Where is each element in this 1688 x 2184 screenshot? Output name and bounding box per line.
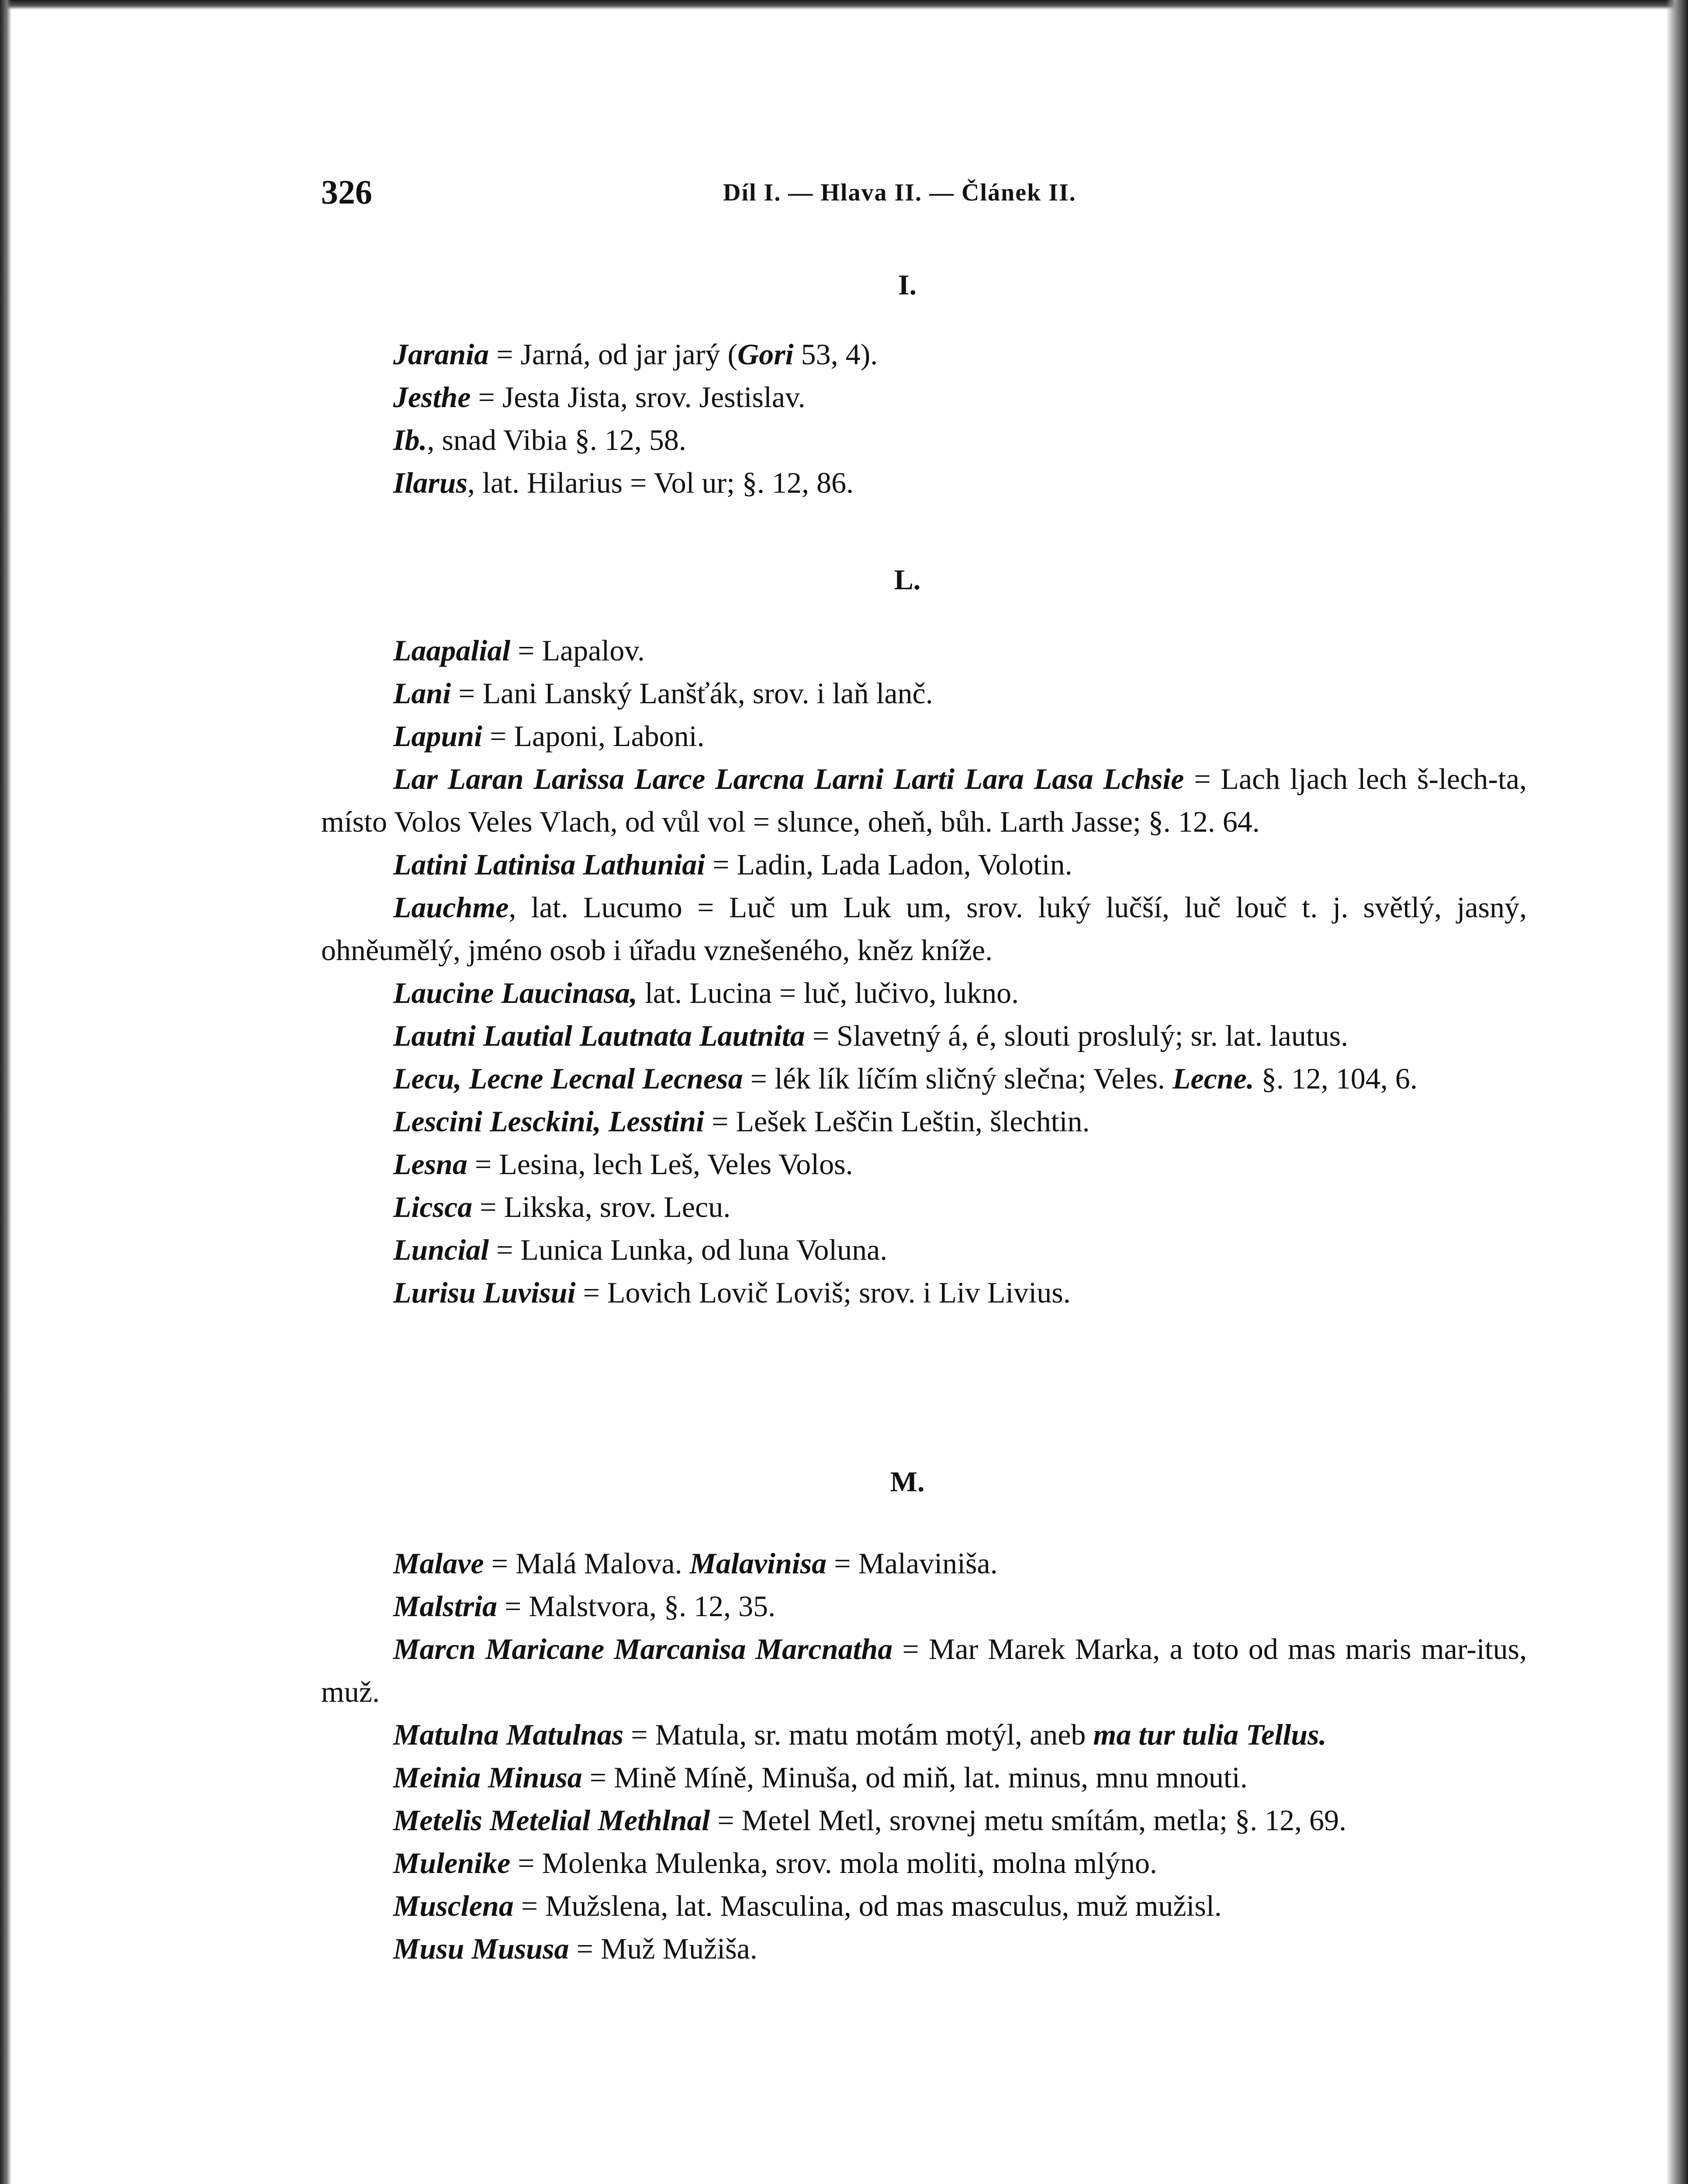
list-item xyxy=(321,672,1527,715)
entry-term: Malave xyxy=(393,1547,484,1580)
entry-term: Lani xyxy=(393,677,451,710)
entry-term: Latini Latinisa Lathuniai xyxy=(393,848,706,881)
page-number: 326 xyxy=(321,173,372,211)
entry-gloss: = Lešek Leščin Leštin, šlechtin. xyxy=(704,1105,1090,1138)
list-item xyxy=(321,971,1527,1014)
entry-gloss: , lat. Lucumo = Luč um Luk um, srov. luký lučší, luč louč t. j. světlý, jasný, ohněumělý, jméno osob i úřadu vznešeného, kněz kníže. xyxy=(321,891,1527,967)
list-item xyxy=(321,1756,1527,1799)
entry-term: Mulenike xyxy=(393,1846,511,1880)
entry-term: Musclena xyxy=(393,1889,514,1922)
entry-term: Lecu, Lecne Lecnal Lecnesa xyxy=(393,1062,743,1095)
entry-gloss: = Muž Mužiša. xyxy=(569,1932,758,1965)
entry-term: Marcn Maricane Marcanisa Marcnatha xyxy=(393,1632,893,1666)
scan-edge-top xyxy=(0,0,1688,10)
entry-gloss: = Lapalov. xyxy=(510,634,645,667)
entry-term: Malavinisa xyxy=(689,1547,827,1580)
entry-gloss: = Likska, srov. Lecu. xyxy=(472,1190,731,1223)
entry-gloss: = lék lík líčím sličný slečna; Veles. xyxy=(743,1062,1173,1095)
entry-term: Metelis Metelial Methlnal xyxy=(393,1804,710,1837)
entry-gloss: = Lunica Lunka, od luna Voluna. xyxy=(489,1233,888,1266)
entry-term: Malstria xyxy=(393,1590,498,1623)
entry-term: Matulna Matulnas xyxy=(393,1718,624,1751)
entry-gloss: = Lani Lanský Lanšťák, srov. i laň lanč. xyxy=(451,677,933,710)
entry-gloss: = Molenka Mulenka, srov. mola moliti, molna mlýno. xyxy=(510,1846,1157,1880)
entry-term: Lescini Lesckini, Lesstini xyxy=(393,1105,705,1138)
entry-term: Lauchme xyxy=(393,891,509,924)
list-item xyxy=(321,843,1527,886)
entry-gloss: , snad Vibia §. 12, 58. xyxy=(427,423,686,456)
list-item xyxy=(321,1014,1527,1057)
list-item xyxy=(321,1228,1527,1271)
list-item xyxy=(321,1057,1527,1100)
entry-gloss: = Matula, sr. matu motám motýl, aneb xyxy=(623,1718,1093,1751)
list-item xyxy=(321,1100,1527,1143)
entry-gloss: = Malá Malova. xyxy=(484,1547,690,1580)
entry-term: Licsca xyxy=(393,1190,473,1223)
entry-gloss: = Lovich Lovič Loviš; srov. i Liv Livius. xyxy=(575,1276,1071,1309)
entry-term: Jesthe xyxy=(393,380,471,414)
section-heading-l: L. xyxy=(894,564,921,596)
entry-gloss: , lat. Hilarius = Vol ur; §. 12, 86. xyxy=(467,466,854,499)
entry-term: Lar Laran Larissa Larce Larcna Larni Larti Lara Lasa Lchsie xyxy=(393,762,1184,795)
entry-term: Lurisu Luvisui xyxy=(393,1276,576,1309)
page-header xyxy=(321,173,1531,216)
entry-gloss: = Laponi, Laboni. xyxy=(482,719,705,753)
entry-term: Luncial xyxy=(393,1233,489,1266)
list-item xyxy=(321,1585,1527,1628)
list-item xyxy=(321,1927,1527,1970)
section-l-entries xyxy=(321,629,1527,1314)
list-item xyxy=(321,1185,1527,1228)
scan-edge-right xyxy=(1666,0,1688,2184)
entry-term: Jarania xyxy=(393,338,489,371)
list-item xyxy=(321,1542,1527,1585)
entry-term: Gori xyxy=(737,338,794,371)
list-item xyxy=(321,333,1527,376)
entry-gloss: = Mar Marek Marka, a toto od mas maris mar-itus, muž. xyxy=(321,1632,1527,1708)
entry-gloss: = Lach ljach lech š-lech-ta, místo Volos Veles Vlach, od vůl vol = slunce, oheň, bůh. Larth Jasse; §. 12. 64. xyxy=(321,762,1527,838)
running-head: Díl I. — Hlava II. — Článek II. xyxy=(723,179,1076,206)
entry-term: Lesna xyxy=(393,1147,467,1181)
list-item xyxy=(321,1884,1527,1927)
list-item xyxy=(321,715,1527,757)
entry-gloss: 53, 4). xyxy=(793,338,878,371)
list-item xyxy=(321,1713,1527,1756)
section-i-entries xyxy=(321,333,1527,504)
entry-term: Lapuni xyxy=(393,719,483,753)
entry-gloss: = Jarná, od jar jarý ( xyxy=(489,338,738,371)
list-item xyxy=(321,629,1527,672)
entry-gloss: = Malstvora, §. 12, 35. xyxy=(497,1590,776,1623)
entry-gloss: = Malavinišа. xyxy=(827,1547,998,1580)
entry-gloss: = Ladin, Lada Ladon, Volotin. xyxy=(705,848,1072,881)
scan-edge-left xyxy=(0,0,11,2184)
list-item xyxy=(321,1271,1527,1314)
list-item xyxy=(321,886,1527,971)
list-item xyxy=(321,418,1527,461)
entry-term: Lautni Lautial Lautnata Lautnita xyxy=(393,1019,805,1052)
list-item xyxy=(321,1799,1527,1842)
section-heading-i: I. xyxy=(898,269,917,301)
entry-term: Meinia Minusa xyxy=(393,1761,582,1794)
entry-gloss: = Lesina, lech Leš, Veles Volos. xyxy=(467,1147,853,1181)
entry-gloss: = Mině Míně, Minuša, od miň, lat. minus, mnu mnouti. xyxy=(582,1761,1248,1794)
list-item xyxy=(321,757,1527,843)
list-item xyxy=(321,1628,1527,1713)
list-item xyxy=(321,1143,1527,1185)
list-item xyxy=(321,376,1527,418)
entry-term: Ilarus xyxy=(393,466,468,499)
entry-term: Lecne. xyxy=(1172,1062,1254,1095)
entry-term: Musu Mususa xyxy=(393,1932,569,1965)
entry-gloss: §. 12, 104, 6. xyxy=(1254,1062,1418,1095)
list-item xyxy=(321,461,1527,504)
entry-term: Ib. xyxy=(393,423,427,456)
section-m-entries xyxy=(321,1542,1527,1970)
entry-term: Laapalial xyxy=(393,634,511,667)
entry-gloss: = Slavetný á, é, slouti proslulý; sr. lat. lautus. xyxy=(805,1019,1349,1052)
entry-term: ma tur tulia Tellus. xyxy=(1093,1718,1327,1751)
entry-gloss: = Metel Metl, srovnej metu smítám, metla; §. 12, 69. xyxy=(710,1804,1347,1837)
section-heading-m: M. xyxy=(890,1466,925,1498)
entry-gloss: = Mužslena, lat. Masculina, od mas masculus, muž mužisl. xyxy=(513,1889,1222,1922)
entry-gloss: lat. Lucina = luč, lučivo, lukno. xyxy=(637,976,1019,1009)
entry-gloss: = Jesta Jista, srov. Jestislav. xyxy=(470,380,806,414)
entry-term: Laucine Laucinasa, xyxy=(393,976,638,1009)
list-item xyxy=(321,1842,1527,1884)
